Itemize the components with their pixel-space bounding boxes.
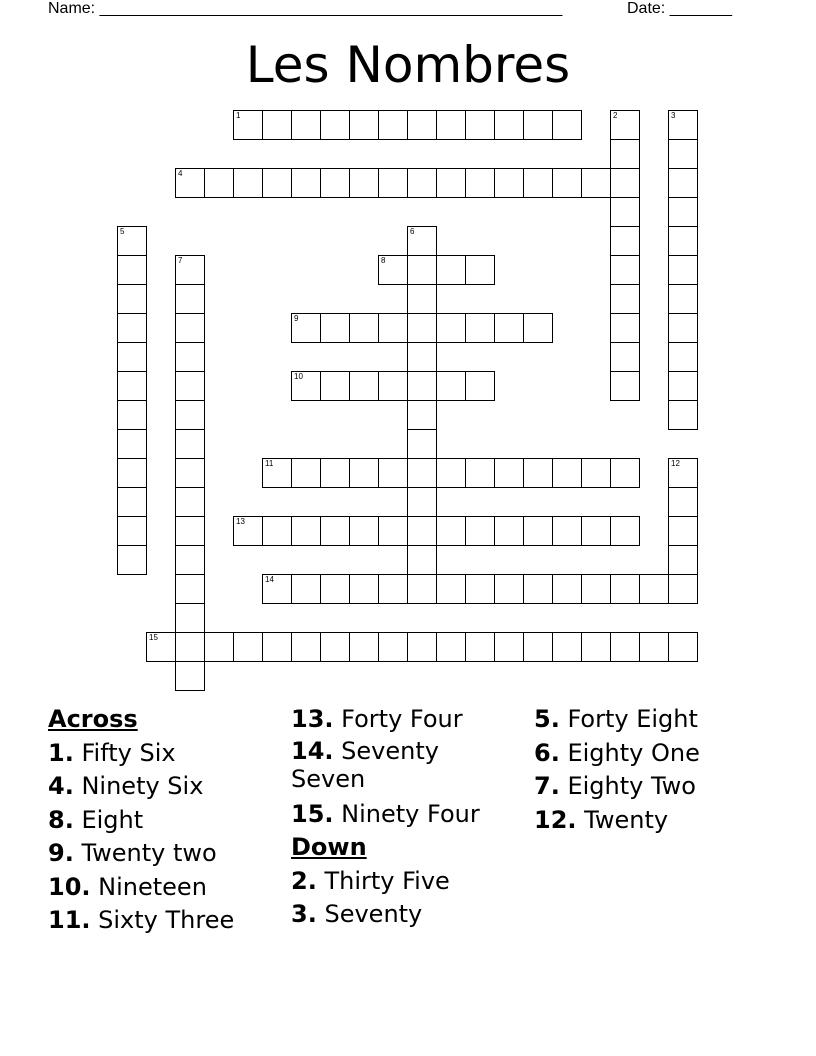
crossword-cell[interactable] (610, 632, 640, 662)
crossword-cell[interactable] (494, 632, 524, 662)
crossword-cell[interactable] (407, 545, 437, 575)
crossword-cell[interactable] (117, 313, 147, 343)
crossword-cell[interactable] (610, 313, 640, 343)
crossword-cell[interactable] (233, 110, 263, 140)
crossword-cell[interactable] (465, 516, 495, 546)
crossword-cell[interactable] (262, 632, 292, 662)
crossword-cell[interactable] (523, 110, 553, 140)
crossword-cell[interactable] (465, 458, 495, 488)
crossword-cell[interactable] (668, 342, 698, 372)
crossword-cell[interactable] (320, 574, 350, 604)
crossword-cell[interactable] (639, 632, 669, 662)
clue-number: 15 (149, 633, 158, 642)
crossword-cell[interactable] (233, 516, 263, 546)
clue-across-15: 15. Ninety Four (291, 799, 480, 828)
crossword-cell[interactable] (291, 168, 321, 198)
crossword-cell[interactable] (175, 603, 205, 633)
crossword-cell[interactable] (407, 342, 437, 372)
crossword-cell[interactable] (175, 400, 205, 430)
crossword-cell[interactable] (378, 168, 408, 198)
crossword-cell[interactable] (378, 313, 408, 343)
crossword-cell[interactable] (668, 516, 698, 546)
crossword-cell[interactable] (175, 284, 205, 314)
clue-across-11: 11. Sixty Three (48, 906, 235, 934)
clue-number: 7 (178, 256, 183, 265)
crossword-cell[interactable] (552, 516, 582, 546)
clue-number: 9 (294, 314, 299, 323)
crossword-cell[interactable] (610, 168, 640, 198)
crossword-cell[interactable] (523, 632, 553, 662)
clue-number: 12 (671, 459, 680, 468)
crossword-cell[interactable] (175, 255, 205, 285)
clues-column-2 (291, 703, 531, 932)
clue-across-4: 4. Ninety Six (48, 772, 204, 800)
crossword-cell[interactable] (175, 516, 205, 546)
crossword-cell[interactable] (465, 574, 495, 604)
crossword-cell[interactable] (668, 632, 698, 662)
crossword-cell[interactable] (117, 371, 147, 401)
crossword-cell[interactable] (262, 574, 292, 604)
crossword-cell[interactable] (668, 197, 698, 227)
crossword-cell[interactable] (262, 458, 292, 488)
crossword-cell[interactable] (465, 313, 495, 343)
crossword-cell[interactable] (465, 371, 495, 401)
crossword-cell[interactable] (117, 255, 147, 285)
crossword-cell[interactable] (407, 168, 437, 198)
crossword-cell[interactable] (349, 313, 379, 343)
crossword-cell[interactable] (349, 371, 379, 401)
crossword-cell[interactable] (117, 516, 147, 546)
crossword-cell[interactable] (668, 574, 698, 604)
crossword-cell[interactable] (407, 574, 437, 604)
crossword-cell[interactable] (291, 574, 321, 604)
crossword-cell[interactable] (378, 516, 408, 546)
crossword-cell[interactable] (610, 110, 640, 140)
crossword-cell[interactable] (436, 458, 466, 488)
crossword-cell[interactable] (668, 458, 698, 488)
crossword-cell[interactable] (117, 342, 147, 372)
crossword-cell[interactable] (407, 632, 437, 662)
date-field-label: Date: _______ (627, 0, 732, 17)
crossword-cell[interactable] (610, 139, 640, 169)
crossword-cell[interactable] (610, 255, 640, 285)
crossword-cell[interactable] (117, 487, 147, 517)
crossword-cell[interactable] (523, 458, 553, 488)
crossword-cell[interactable] (407, 226, 437, 256)
crossword-cell[interactable] (668, 226, 698, 256)
crossword-cell[interactable] (436, 313, 466, 343)
crossword-cell[interactable] (668, 139, 698, 169)
crossword-cell[interactable] (465, 110, 495, 140)
crossword-cell[interactable] (378, 255, 408, 285)
crossword-cell[interactable] (494, 168, 524, 198)
crossword-cell[interactable] (117, 458, 147, 488)
crossword-cell[interactable] (320, 313, 350, 343)
clue-down-7: 7. Eighty Two (534, 772, 696, 800)
clue-across-8: 8. Eight (48, 805, 144, 834)
crossword-cell[interactable] (117, 545, 147, 575)
clue-number: 10 (294, 372, 303, 381)
crossword-cell[interactable] (349, 574, 379, 604)
crossword-cell[interactable] (494, 574, 524, 604)
crossword-cell[interactable] (581, 516, 611, 546)
crossword-cell[interactable] (262, 516, 292, 546)
clue-across-14: 14. Seventy Seven (291, 736, 439, 793)
crossword-cell[interactable] (175, 429, 205, 459)
clue-down-6: 6. Eighty One (534, 738, 700, 767)
clues-column-1 (48, 703, 288, 938)
crossword-cell[interactable] (436, 632, 466, 662)
crossword-cell[interactable] (291, 371, 321, 401)
crossword-cell[interactable] (407, 255, 437, 285)
crossword-cell[interactable] (407, 458, 437, 488)
clue-down-5: 5. Forty Eight (534, 705, 698, 733)
crossword-cell[interactable] (668, 487, 698, 517)
crossword-cell[interactable] (668, 110, 698, 140)
crossword-cell[interactable] (175, 458, 205, 488)
crossword-cell[interactable] (204, 632, 234, 662)
crossword-cell[interactable] (581, 458, 611, 488)
crossword-cell[interactable] (117, 429, 147, 459)
crossword-cell[interactable] (175, 661, 205, 691)
crossword-cell[interactable] (668, 313, 698, 343)
crossword-cell[interactable] (523, 168, 553, 198)
crossword-cell[interactable] (581, 632, 611, 662)
crossword-cell[interactable] (233, 632, 263, 662)
crossword-cell[interactable] (668, 545, 698, 575)
crossword-cell[interactable] (407, 110, 437, 140)
clue-number: 3 (671, 111, 676, 120)
crossword-cell[interactable] (349, 458, 379, 488)
crossword-cell[interactable] (320, 632, 350, 662)
crossword-cell[interactable] (349, 632, 379, 662)
crossword-cell[interactable] (378, 458, 408, 488)
crossword-cell[interactable] (320, 371, 350, 401)
crossword-cell[interactable] (349, 168, 379, 198)
crossword-cell[interactable] (436, 168, 466, 198)
crossword-cell[interactable] (407, 313, 437, 343)
crossword-cell[interactable] (407, 371, 437, 401)
crossword-cell[interactable] (378, 632, 408, 662)
crossword-cell[interactable] (552, 110, 582, 140)
crossword-cell[interactable] (117, 226, 147, 256)
crossword-cell[interactable] (436, 516, 466, 546)
crossword-cell[interactable] (407, 487, 437, 517)
crossword-cell[interactable] (610, 284, 640, 314)
crossword-cell[interactable] (581, 168, 611, 198)
crossword-cell[interactable] (523, 313, 553, 343)
crossword-cell[interactable] (175, 342, 205, 372)
crossword-cell[interactable] (175, 168, 205, 198)
crossword-cell[interactable] (320, 110, 350, 140)
crossword-cell[interactable] (291, 458, 321, 488)
crossword-cell[interactable] (465, 168, 495, 198)
crossword-cell[interactable] (639, 574, 669, 604)
crossword-cell[interactable] (552, 574, 582, 604)
crossword-cell[interactable] (378, 371, 408, 401)
crossword-cell[interactable] (552, 168, 582, 198)
crossword-cell[interactable] (494, 516, 524, 546)
clue-number: 1 (236, 111, 241, 120)
clue-number: 14 (265, 575, 274, 584)
crossword-cell[interactable] (262, 168, 292, 198)
crossword-cell[interactable] (378, 574, 408, 604)
crossword-cell[interactable] (610, 342, 640, 372)
crossword-cell[interactable] (610, 197, 640, 227)
crossword-cell[interactable] (320, 458, 350, 488)
crossword-cell[interactable] (494, 458, 524, 488)
crossword-cell[interactable] (175, 313, 205, 343)
clue-across-1: 1. Fifty Six (48, 738, 176, 767)
crossword-cell[interactable] (175, 632, 205, 662)
crossword-cell[interactable] (204, 168, 234, 198)
crossword-cell[interactable] (175, 545, 205, 575)
crossword-cell[interactable] (320, 516, 350, 546)
clue-across-9: 9. Twenty two (48, 839, 217, 867)
crossword-cell[interactable] (407, 429, 437, 459)
clue-number: 8 (381, 256, 386, 265)
crossword-cell[interactable] (349, 110, 379, 140)
crossword-cell[interactable] (552, 458, 582, 488)
crossword-cell[interactable] (494, 313, 524, 343)
crossword-cell[interactable] (610, 516, 640, 546)
crossword-cell[interactable] (146, 632, 176, 662)
crossword-cell[interactable] (378, 110, 408, 140)
down-heading: Down (291, 833, 367, 861)
crossword-cell[interactable] (610, 371, 640, 401)
clue-down-2: 2. Thirty Five (291, 866, 450, 895)
crossword-cell[interactable] (523, 574, 553, 604)
clue-number: 13 (236, 517, 245, 526)
crossword-cell[interactable] (494, 110, 524, 140)
crossword-cell[interactable] (436, 574, 466, 604)
crossword-cell[interactable] (552, 632, 582, 662)
crossword-cell[interactable] (581, 574, 611, 604)
crossword-cell[interactable] (610, 226, 640, 256)
crossword-cell[interactable] (523, 516, 553, 546)
page-title: Les Nombres (245, 36, 571, 94)
crossword-cell[interactable] (291, 110, 321, 140)
clue-across-10: 10. Nineteen (48, 872, 207, 901)
crossword-cell[interactable] (668, 400, 698, 430)
crossword-cell[interactable] (291, 313, 321, 343)
crossword-cell[interactable] (668, 371, 698, 401)
crossword-cell[interactable] (291, 516, 321, 546)
crossword-cell[interactable] (668, 255, 698, 285)
clue-across-13: 13. Forty Four (291, 705, 463, 733)
crossword-cell[interactable] (117, 400, 147, 430)
crossword-cell[interactable] (610, 458, 640, 488)
crossword-cell[interactable] (320, 168, 350, 198)
crossword-cell[interactable] (436, 371, 466, 401)
crossword-cell[interactable] (436, 255, 466, 285)
crossword-cell[interactable] (117, 284, 147, 314)
crossword-cell[interactable] (465, 255, 495, 285)
crossword-cell[interactable] (668, 284, 698, 314)
crossword-cell[interactable] (175, 574, 205, 604)
crossword-cell[interactable] (175, 371, 205, 401)
clue-number: 6 (410, 227, 415, 236)
clue-number: 2 (613, 111, 618, 120)
crossword-cell[interactable] (233, 168, 263, 198)
crossword-cell[interactable] (175, 487, 205, 517)
crossword-cell[interactable] (407, 516, 437, 546)
crossword-cell[interactable] (262, 110, 292, 140)
crossword-cell[interactable] (349, 516, 379, 546)
clue-number: 4 (178, 169, 183, 178)
crossword-cell[interactable] (610, 574, 640, 604)
clue-number: 5 (120, 227, 125, 236)
crossword-cell[interactable] (465, 632, 495, 662)
crossword-cell[interactable] (291, 632, 321, 662)
crossword-cell[interactable] (668, 168, 698, 198)
clue-down-3: 3. Seventy (291, 900, 423, 928)
across-heading: Across (48, 705, 138, 733)
name-field-label: Name: ____________________________________________________ (48, 0, 563, 17)
clue-down-12: 12. Twenty (534, 805, 669, 834)
crossword-cell[interactable] (407, 400, 437, 430)
clue-number: 11 (265, 459, 274, 468)
crossword-cell[interactable] (436, 110, 466, 140)
clues-column-3 (534, 703, 774, 837)
crossword-cell[interactable] (407, 284, 437, 314)
